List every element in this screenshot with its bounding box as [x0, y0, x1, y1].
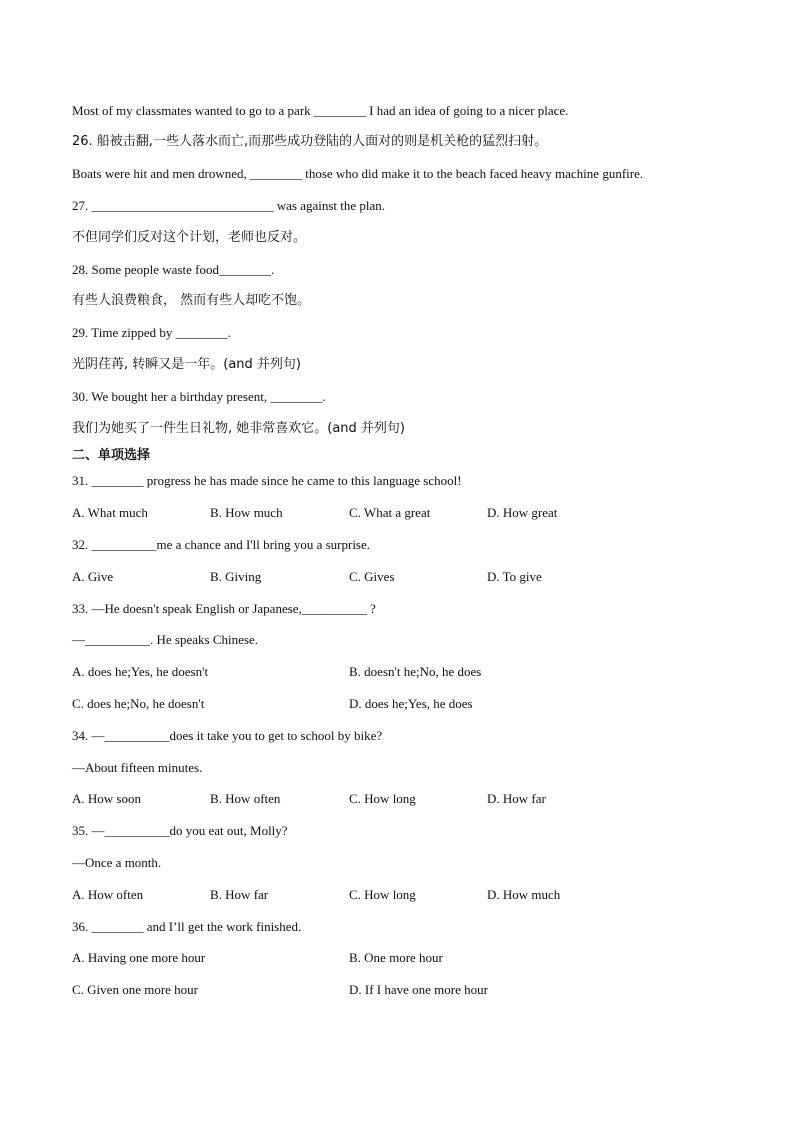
- question-26-english: Boats were hit and men drowned, ________ those who did make it to the beach faced heavy machine gunfire.: [72, 166, 644, 181]
- q35-option-c[interactable]: C. How long: [349, 887, 416, 902]
- question-26-chinese: 26. 船被击翻,一些人落水而亡,而那些成功登陆的人面对的则是机关枪的猛烈扫射。: [72, 134, 548, 149]
- q33-option-a[interactable]: A. does he;Yes, he doesn't: [72, 664, 209, 679]
- question-34-prompt: 34. —__________does it take you to get to school by bike?: [72, 728, 383, 743]
- q36-option-a[interactable]: A. Having one more hour: [72, 950, 206, 965]
- q33-option-d[interactable]: D. does he;Yes, he does: [349, 696, 473, 711]
- q33-option-b[interactable]: B. doesn't he;No, he does: [349, 664, 482, 679]
- question-34-reply: —About fifteen minutes.: [72, 760, 203, 775]
- question-33-prompt: 33. —He doesn't speak English or Japanese,__________ ?: [72, 601, 376, 616]
- question-36: 36. ________ and I’ll get the work finished.: [72, 919, 302, 934]
- q32-option-a[interactable]: A. Give: [72, 569, 114, 584]
- q35-option-a[interactable]: A. How often: [72, 887, 144, 902]
- question-27-english: 27. ____________________________ was against the plan.: [72, 198, 386, 213]
- q31-option-d[interactable]: D. How great: [487, 505, 558, 520]
- q34-option-d[interactable]: D. How far: [487, 791, 546, 806]
- question-27-chinese: 不但同学们反对这个计划，老师也反对。: [72, 230, 307, 245]
- question-35-prompt: 35. —__________do you eat out, Molly?: [72, 823, 288, 838]
- q36-option-c[interactable]: C. Given one more hour: [72, 982, 199, 997]
- question-33-reply: —__________. He speaks Chinese.: [72, 632, 258, 647]
- q31-option-c[interactable]: C. What a great: [349, 505, 431, 520]
- q34-option-c[interactable]: C. How long: [349, 791, 416, 806]
- question-29-chinese: 光阴荏苒, 转瞬又是一年。(and 并列句): [72, 357, 301, 372]
- question-30-english: 30. We bought her a birthday present, ________.: [72, 389, 326, 404]
- q34-option-b[interactable]: B. How often: [210, 791, 281, 806]
- question-31: 31. ________ progress he has made since he came to this language school!: [72, 473, 462, 488]
- q32-option-d[interactable]: D. To give: [487, 569, 542, 584]
- question-35-reply: —Once a month.: [72, 855, 162, 870]
- question-29-english: 29. Time zipped by ________.: [72, 325, 231, 340]
- q34-option-a[interactable]: A. How soon: [72, 791, 141, 806]
- question-25-sentence: Most of my classmates wanted to go to a park ________ I had an idea of going to a nicer place.: [72, 103, 569, 118]
- section-heading: 二、单项选择: [72, 448, 151, 463]
- q33-option-c[interactable]: C. does he;No, he doesn't: [72, 696, 205, 711]
- q36-option-d[interactable]: D. If I have one more hour: [349, 982, 488, 997]
- q32-option-c[interactable]: C. Gives: [349, 569, 395, 584]
- q32-option-b[interactable]: B. Giving: [210, 569, 262, 584]
- q36-option-b[interactable]: B. One more hour: [349, 950, 443, 965]
- q31-option-a[interactable]: A. What much: [72, 505, 148, 520]
- question-28-chinese: 有些人浪费粮食， 然而有些人却吃不饱。: [72, 293, 311, 308]
- q31-option-b[interactable]: B. How much: [210, 505, 283, 520]
- q35-option-d[interactable]: D. How much: [487, 887, 561, 902]
- question-32: 32. __________me a chance and I'll bring you a surprise.: [72, 537, 371, 552]
- question-30-chinese: 我们为她买了一件生日礼物, 她非常喜欢它。(and 并列句): [72, 421, 405, 436]
- q35-option-b[interactable]: B. How far: [210, 887, 269, 902]
- question-28-english: 28. Some people waste food________.: [72, 262, 275, 277]
